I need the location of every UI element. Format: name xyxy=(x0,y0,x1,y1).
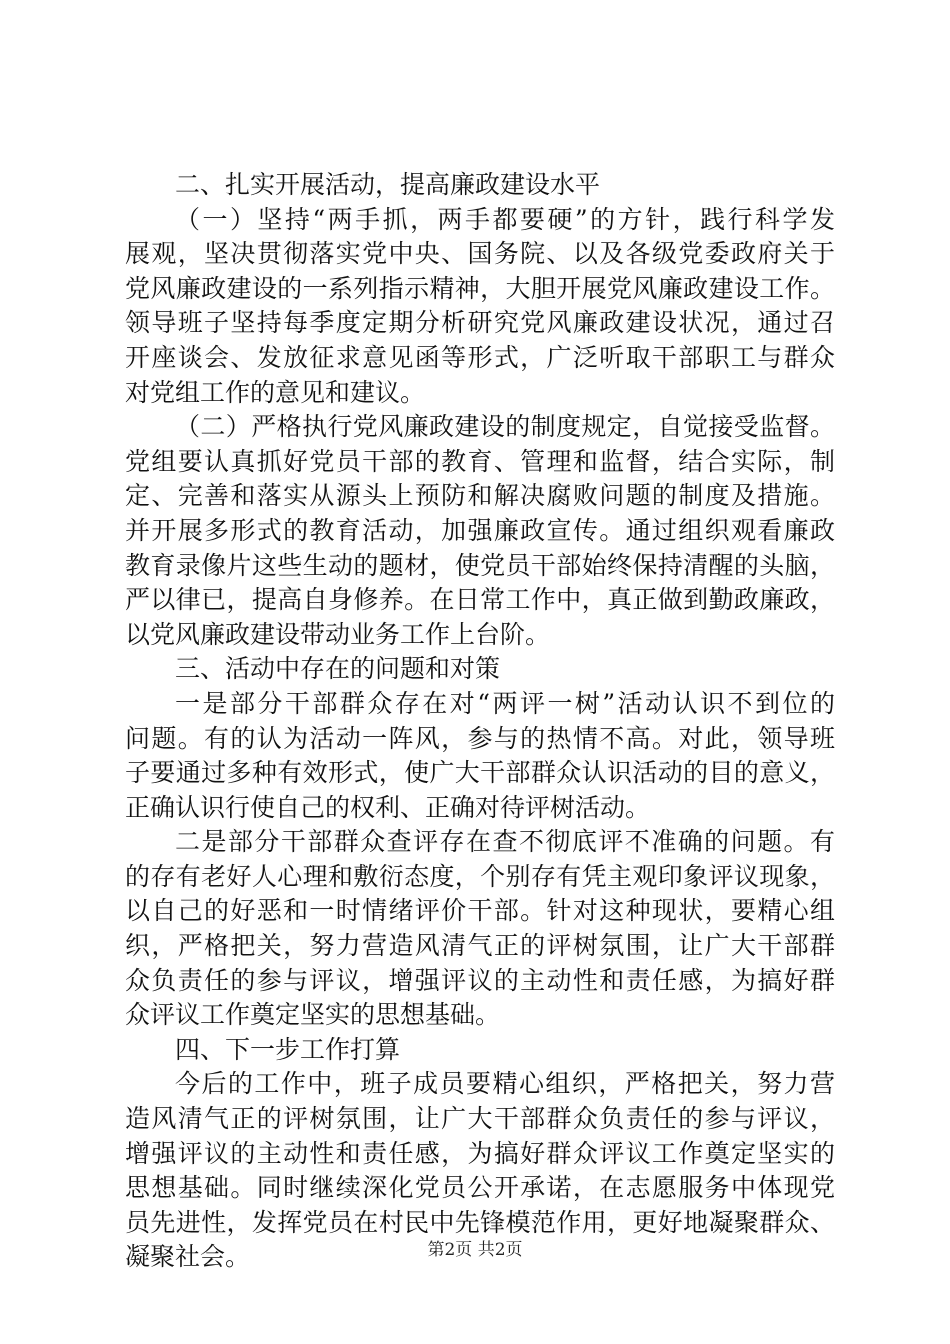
text-line: 造风清气正的评树氛围，让广大干部群众负责任的参与评议， xyxy=(125,1104,835,1134)
text-line: 问题。有的认为活动一阵风，参与的热情不高。对此，领导班 xyxy=(125,723,835,753)
text-line: 众评议工作奠定坚实的思想基础。 xyxy=(125,1000,501,1030)
text-line: 今后的工作中，班子成员要精心组织，严格把关，努力营 xyxy=(175,1069,835,1099)
text-line: 对党组工作的意见和建议。 xyxy=(125,377,426,407)
text-line: 党风廉政建设的一系列指示精神，大胆开展党风廉政建设工作。 xyxy=(125,273,835,303)
text-line: 众负责任的参与评议，增强评议的主动性和责任感，为搞好群 xyxy=(125,965,835,995)
text-line: 正确认识行使自己的权利、正确对待评树活动。 xyxy=(125,792,651,822)
text-line: 开座谈会、发放征求意见函等形式，广泛听取干部职工与群众 xyxy=(125,342,835,372)
text-line: 党组要认真抓好党员干部的教育、管理和监督，结合实际，制 xyxy=(125,446,835,476)
page-footer xyxy=(0,1238,950,1262)
text-line: 严以律已，提高自身修养。在日常工作中，真正做到勤政廉政， xyxy=(125,585,835,615)
text-line: 以自己的好恶和一时情绪评价干部。针对这种现状，要精心组 xyxy=(125,896,835,926)
text-line: （二）严格执行党风廉政建设的制度规定，自觉接受监督。 xyxy=(175,412,835,442)
text-line: 增强评议的主动性和责任感，为搞好群众评议工作奠定坚实的 xyxy=(125,1138,835,1168)
text-line: 四、下一步工作打算 xyxy=(175,1034,401,1064)
text-line: 二是部分干部群众查评存在查不彻底评不准确的问题。有 xyxy=(175,827,835,857)
text-line: 的存有老好人心理和敷衍态度，个别存有凭主观印象评议现象， xyxy=(125,861,835,891)
text-line: 子要通过多种有效形式，使广大干部群众认识活动的目的意义， xyxy=(125,758,835,788)
text-line: 员先进性，发挥党员在村民中先锋模范作用，更好地凝聚群众、 xyxy=(125,1207,835,1237)
text-line: 并开展多形式的教育活动，加强廉政宣传。通过组织观看廉政 xyxy=(125,515,835,545)
text-line: 二、扎实开展活动，提高廉政建设水平 xyxy=(175,170,601,199)
text-line: （一）坚持“两手抓，两手都要硬”的方针，践行科学发 xyxy=(175,204,835,234)
text-line: 展观，坚决贯彻落实党中央、国务院、以及各级党委政府关于 xyxy=(125,239,835,269)
text-line: 三、活动中存在的问题和对策 xyxy=(175,654,501,684)
text-line: 凝聚社会。 xyxy=(125,1242,251,1272)
page-number-label: 第2页 共2页 xyxy=(427,1240,523,1260)
text-line: 定、完善和落实从源头上预防和解决腐败问题的制度及措施。 xyxy=(125,481,835,511)
text-line: 领导班子坚持每季度定期分析研究党风廉政建设状况，通过召 xyxy=(125,308,835,338)
text-line: 一是部分干部群众存在对“两评一树”活动认识不到位的 xyxy=(175,688,835,718)
text-line: 以党风廉政建设带动业务工作上台阶。 xyxy=(125,619,551,649)
text-line: 教育录像片这些生动的题材，使党员干部始终保持清醒的头脑， xyxy=(125,550,835,580)
document-body xyxy=(125,168,835,1275)
text-line: 织，严格把关，努力营造风清气正的评树氛围，让广大干部群 xyxy=(125,931,835,961)
text-line: 思想基础。同时继续深化党员公开承诺，在志愿服务中体现党 xyxy=(125,1173,835,1203)
